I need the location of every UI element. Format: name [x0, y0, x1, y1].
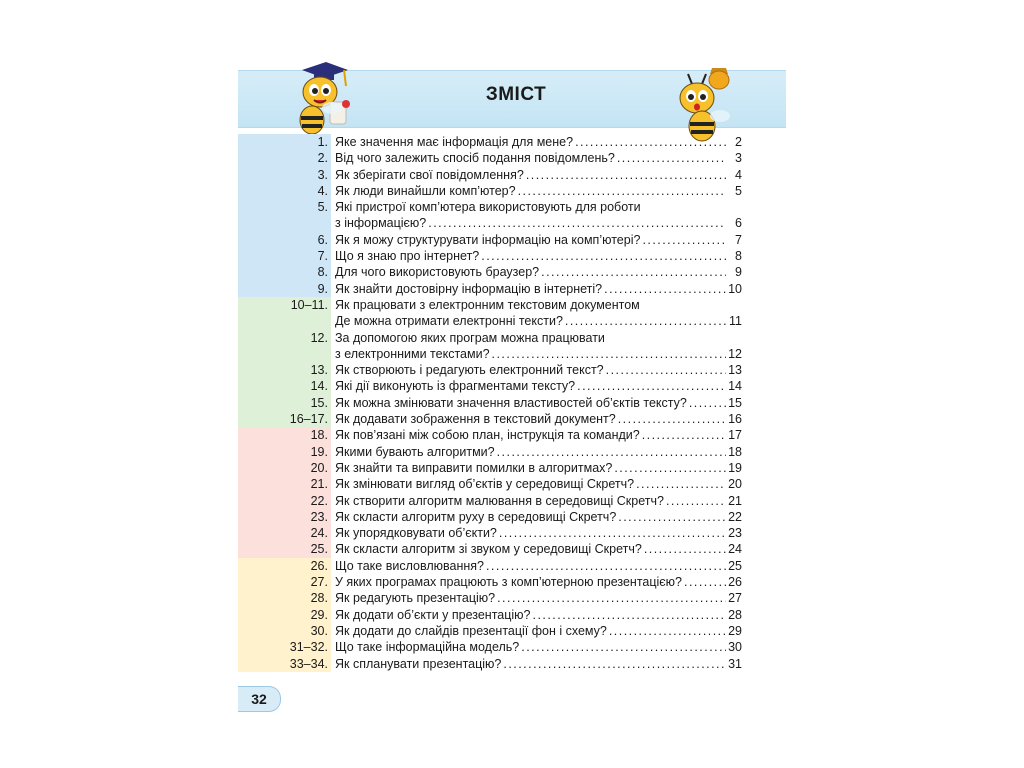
toc-page-number: 8 [735, 249, 742, 264]
toc-number: 13. [310, 363, 328, 378]
toc-page-number: 31 [728, 656, 742, 671]
toc-title: У яких програмах працюють з комп’ютерною презентацією? [335, 575, 682, 590]
page-title: ЗМІСТ [485, 84, 547, 105]
leader-dots [481, 248, 726, 264]
toc-leader-line [335, 264, 742, 280]
toc-leader-line [335, 346, 742, 362]
toc-row[interactable] [238, 444, 786, 460]
toc-leader-line [335, 607, 742, 623]
leader-dots [636, 476, 726, 492]
toc-number: 20. [310, 460, 328, 475]
toc-number: 8. [317, 265, 328, 280]
leader-dots [609, 623, 726, 639]
toc-title: Як знайти та виправити помилки в алгоритмах? [335, 460, 613, 475]
toc-page-number: 30 [728, 640, 742, 655]
toc-page-number: 23 [728, 526, 742, 541]
toc-title: Як скласти алгоритм зі звуком у середовищі Скретч? [335, 542, 642, 557]
toc-row[interactable] [238, 167, 786, 183]
toc-page-number: 4 [735, 167, 742, 182]
toc-row[interactable] [238, 395, 786, 411]
toc-page-number: 13 [728, 363, 742, 378]
toc-row[interactable] [238, 574, 786, 590]
leader-dots [497, 590, 726, 606]
toc-page-number: 28 [728, 607, 742, 622]
toc-page-number: 7 [735, 232, 742, 247]
leader-dots [499, 525, 726, 541]
toc-leader-line [335, 167, 742, 183]
toc-number: 30. [310, 623, 328, 638]
toc-leader-line [335, 444, 742, 460]
toc-title: Як можна змінювати значення властивостей об’єктів тексту? [335, 395, 687, 410]
toc-page-number: 11 [729, 314, 742, 329]
toc-row[interactable] [238, 493, 786, 509]
leader-dots [614, 460, 726, 476]
toc-row[interactable] [238, 623, 786, 639]
toc-number: 16–17. [289, 412, 328, 427]
toc-title: Як люди винайшли комп’ютер? [335, 183, 516, 198]
leader-dots [618, 509, 726, 525]
toc-number: 27. [310, 575, 328, 590]
toc-title: Як додати об’єкти у презентацію? [335, 607, 531, 622]
toc-number: 7. [317, 249, 328, 264]
toc-title: Як скласти алгоритм руху в середовищі Скретч? [335, 509, 617, 524]
toc-row[interactable] [238, 183, 786, 199]
toc-title: Що таке висловлювання? [335, 558, 484, 573]
toc-row[interactable] [238, 639, 786, 655]
toc-number: 29. [310, 607, 328, 622]
toc-row[interactable] [238, 607, 786, 623]
toc-title: Як спланувати презентацію? [335, 656, 502, 671]
toc-title: Як створити алгоритм малювання в середовищі Скретч? [335, 493, 664, 508]
toc-leader-line [335, 395, 742, 411]
leader-dots [565, 313, 726, 329]
toc-row[interactable] [238, 297, 786, 313]
toc-title: Що таке інформаційна модель? [335, 640, 520, 655]
toc-title: Від чого залежить спосіб подання повідомлень? [335, 151, 615, 166]
toc-number: 21. [310, 477, 328, 492]
toc-page-number: 21 [728, 493, 742, 508]
toc-number: 2. [317, 151, 328, 166]
toc-leader-line [335, 313, 742, 329]
toc-number: 25. [310, 542, 328, 557]
leader-dots [604, 281, 726, 297]
toc-page-number: 24 [728, 542, 742, 557]
toc-leader-line [335, 574, 742, 590]
toc-leader-line [335, 215, 742, 231]
toc-title: Як упорядковувати об’єкти? [335, 526, 497, 541]
toc-title: Як я можу структурувати інформацію на комп’ютері? [335, 232, 641, 247]
toc-row[interactable] [238, 313, 786, 329]
toc-row[interactable] [238, 150, 786, 166]
toc-number: 10–11. [290, 297, 328, 312]
toc-page-number: 18 [728, 444, 742, 459]
toc-row[interactable] [238, 558, 786, 574]
table-of-contents [238, 134, 786, 672]
toc-leader-line [335, 378, 742, 394]
leader-dots [666, 493, 726, 509]
toc-title: Якими бувають алгоритми? [335, 444, 495, 459]
toc-title: Як зберігати свої повідомлення? [335, 167, 524, 182]
toc-row[interactable] [238, 525, 786, 541]
toc-page-number: 26 [728, 575, 742, 590]
leader-dots [521, 639, 726, 655]
toc-row[interactable] [238, 346, 786, 362]
toc-row[interactable] [238, 460, 786, 476]
toc-leader-line [335, 411, 742, 427]
number-band [238, 313, 331, 329]
number-band [238, 215, 331, 231]
toc-row[interactable] [238, 232, 786, 248]
toc-title: Як додавати зображення в текстовий документ? [335, 412, 616, 427]
toc-row[interactable] [238, 541, 786, 557]
toc-row[interactable] [238, 656, 786, 672]
toc-leader-line [335, 639, 742, 655]
toc-page-number: 14 [728, 379, 742, 394]
toc-page-number: 20 [728, 477, 742, 492]
toc-page-number: 17 [728, 428, 742, 443]
toc-page-number: 19 [728, 460, 742, 475]
toc-number: 12. [310, 330, 328, 345]
toc-leader-line [335, 590, 742, 606]
toc-page-number: 2 [735, 135, 742, 149]
toc-row[interactable] [238, 509, 786, 525]
number-band [238, 346, 331, 362]
toc-leader-line [335, 232, 742, 248]
toc-number: 4. [317, 183, 328, 198]
toc-page-number: 6 [735, 216, 742, 231]
leader-dots [577, 378, 726, 394]
toc-row[interactable] [238, 378, 786, 394]
toc-title: Які пристрої комп’ютера використовують для роботи [335, 200, 641, 215]
leader-dots [526, 167, 726, 183]
leader-dots [644, 541, 726, 557]
toc-title: Які дії виконують із фрагментами тексту? [335, 379, 576, 394]
toc-page-number: 10 [728, 281, 742, 296]
toc-page-number: 12 [728, 346, 742, 361]
toc-leader-line [335, 150, 742, 166]
toc-page-number: 9 [735, 265, 742, 280]
toc-number: 18. [310, 428, 328, 443]
toc-row[interactable] [238, 134, 786, 150]
toc-number: 5. [317, 200, 328, 215]
toc-number: 31–32. [289, 640, 328, 655]
toc-row[interactable] [238, 476, 786, 492]
leader-dots [492, 346, 726, 362]
toc-title: Як змінювати вигляд об’єктів у середовищі Скретч? [335, 477, 635, 492]
toc-leader-line [335, 558, 742, 574]
toc-number: 15. [310, 395, 328, 410]
toc-leader-line [335, 134, 742, 150]
toc-number: 23. [310, 509, 328, 524]
leader-dots [428, 215, 726, 231]
toc-number: 14. [310, 379, 328, 394]
leader-dots [486, 558, 726, 574]
toc-row[interactable] [238, 199, 786, 215]
leader-dots [533, 607, 726, 623]
toc-title: Що я знаю про інтернет? [335, 249, 480, 264]
leader-dots [642, 232, 726, 248]
leader-dots [642, 427, 726, 443]
toc-leader-line [335, 493, 742, 509]
leader-dots [689, 395, 726, 411]
toc-title: Для чого використовують браузер? [335, 265, 540, 280]
leader-dots [497, 444, 726, 460]
toc-number: 3. [317, 167, 328, 182]
toc-page-number: 15 [728, 395, 742, 410]
leader-dots [503, 656, 726, 672]
leader-dots [617, 150, 726, 166]
toc-page-number: 5 [735, 183, 742, 198]
toc-title: з електронними текстами? [335, 346, 490, 361]
toc-row[interactable] [238, 330, 786, 346]
toc-row[interactable] [238, 590, 786, 606]
toc-page-number: 16 [728, 412, 742, 427]
toc-row[interactable] [238, 362, 786, 378]
toc-page-number: 25 [728, 558, 742, 573]
toc-row[interactable] [238, 264, 786, 280]
leader-dots [606, 362, 726, 378]
toc-leader-line [335, 281, 742, 297]
toc-title: Як пов’язані між собою план, інструкція та команди? [335, 428, 640, 443]
toc-leader-line [335, 656, 742, 672]
toc-number: 1. [317, 135, 328, 149]
toc-row[interactable] [238, 281, 786, 297]
toc-leader-line [335, 541, 742, 557]
toc-leader-line [335, 623, 742, 639]
toc-page-number: 27 [728, 591, 742, 606]
toc-title: Як редагують презентацію? [335, 591, 496, 606]
leader-dots [575, 134, 726, 150]
toc-number: 24. [310, 526, 328, 541]
toc-leader-line [335, 362, 742, 378]
leader-dots [684, 574, 726, 590]
toc-leader-line [335, 460, 742, 476]
leader-dots [541, 264, 726, 280]
toc-title: Як створюють і редагують електронний текст? [335, 363, 604, 378]
toc-title: Яке значення має інформація для мене? [335, 135, 574, 149]
toc-row[interactable] [238, 215, 786, 231]
toc-page-number: 3 [735, 151, 742, 166]
toc-leader-line [335, 525, 742, 541]
page-number-badge: 32 [238, 686, 281, 712]
toc-page-number: 29 [728, 623, 742, 638]
toc-leader-line [335, 248, 742, 264]
toc-title: Як працювати з електронним текстовим документом [335, 297, 640, 312]
toc-leader-line [335, 427, 742, 443]
toc-title: Де можна отримати електронні тексти? [335, 314, 563, 329]
toc-leader-line [335, 509, 742, 525]
page [238, 68, 786, 718]
toc-number: 22. [310, 493, 328, 508]
toc-title: з інформацією? [335, 216, 427, 231]
leader-dots [518, 183, 726, 199]
toc-number: 28. [310, 591, 328, 606]
toc-row[interactable] [238, 427, 786, 443]
toc-number: 6. [317, 232, 328, 247]
toc-page-number: 22 [728, 509, 742, 524]
toc-leader-line [335, 476, 742, 492]
toc-row[interactable] [238, 411, 786, 427]
toc-title: Як додати до слайдів презентації фон і схему? [335, 623, 607, 638]
toc-title: За допомогою яких програм можна працювати [335, 330, 605, 345]
toc-number: 9. [317, 281, 328, 296]
toc-row[interactable] [238, 248, 786, 264]
toc-number: 33–34. [289, 656, 328, 671]
leader-dots [618, 411, 726, 427]
toc-title: Як знайти достовірну інформацію в інтернеті? [335, 281, 603, 296]
toc-leader-line [335, 183, 742, 199]
bee-graduate-icon [282, 60, 352, 140]
toc-number: 19. [310, 444, 328, 459]
toc-number: 26. [310, 558, 328, 573]
